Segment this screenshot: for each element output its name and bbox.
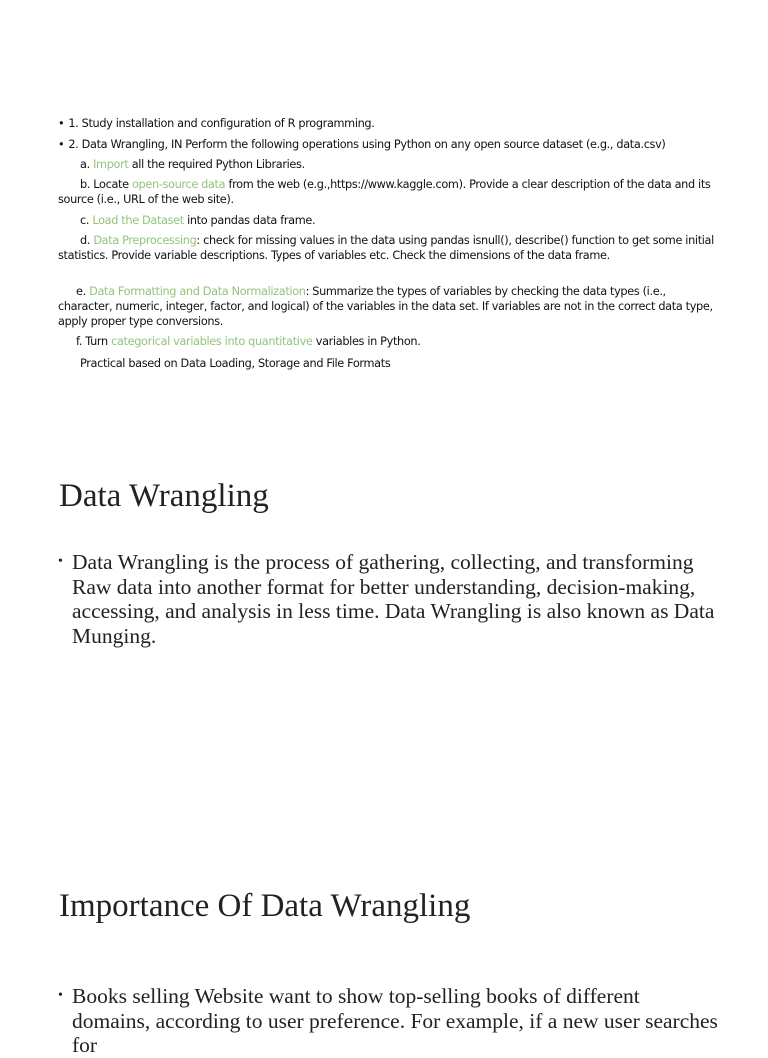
sub-item-e: e. Data Formatting and Data Normalization: Summarize the types of variables by checking the data types (i.e., character, numeric, integer, factor, and logical) of the variables in the data set. If variables are not in the correct data type, apply proper type conversions.: [58, 285, 713, 328]
footer-note: Practical based on Data Loading, Storage and File Formats: [80, 357, 391, 370]
sub-item-c: c. Load the Dataset into pandas data frame.: [80, 214, 316, 227]
bullet: •: [58, 554, 63, 569]
bullet-paragraph: • Data Wrangling is the process of gathering, collecting, and transforming Raw data into another format for better understanding, decision-making, accessing, and analysis in less time. Data Wrangling is also known as Data Munging.: [58, 550, 715, 648]
highlight-link: Import: [93, 158, 129, 171]
sub-item-d: d. Data Preprocessing: check for missing values in the data using pandas isnull(), describe() function to get some initial statistics. Provide variable descriptions. Types of variables etc. Check the dimensions of the data frame.: [58, 234, 714, 262]
highlight-link: Data Preprocessing: [93, 234, 197, 247]
highlight-link: Load the Dataset: [92, 214, 184, 227]
highlight-link: open-source data: [131, 178, 226, 191]
slide-title-data-wrangling: Data Wrangling: [59, 478, 269, 514]
sub-item-a: a. Import all the required Python Libraries.: [80, 158, 305, 171]
bullet: •: [58, 138, 65, 151]
slide-title-importance: Importance Of Data Wrangling: [59, 888, 471, 924]
bullet: •: [58, 988, 63, 1003]
bullet-paragraph: • Books selling Website want to show top-selling books of different domains, according to user preference. For example, if a new user searches for: [58, 984, 718, 1057]
highlight-link: Data Formatting and Data Normalization: [89, 285, 306, 298]
highlight-link: categorical variables into quantitative: [111, 335, 313, 348]
sub-item-f: f. Turn categorical variables into quantitative variables in Python.: [76, 335, 421, 348]
sub-item-b: b. Locate open-source data from the web (e.g.,https://www.kaggle.com). Provide a clear description of the data and its source (i.e., URL of the web site).: [58, 178, 711, 206]
list-item: • 2. Data Wrangling, IN Perform the following operations using Python on any open source dataset (e.g., data.csv): [58, 138, 666, 151]
bullet: •: [58, 117, 65, 130]
list-item: • 1. Study installation and configuration of R programming.: [58, 117, 375, 130]
